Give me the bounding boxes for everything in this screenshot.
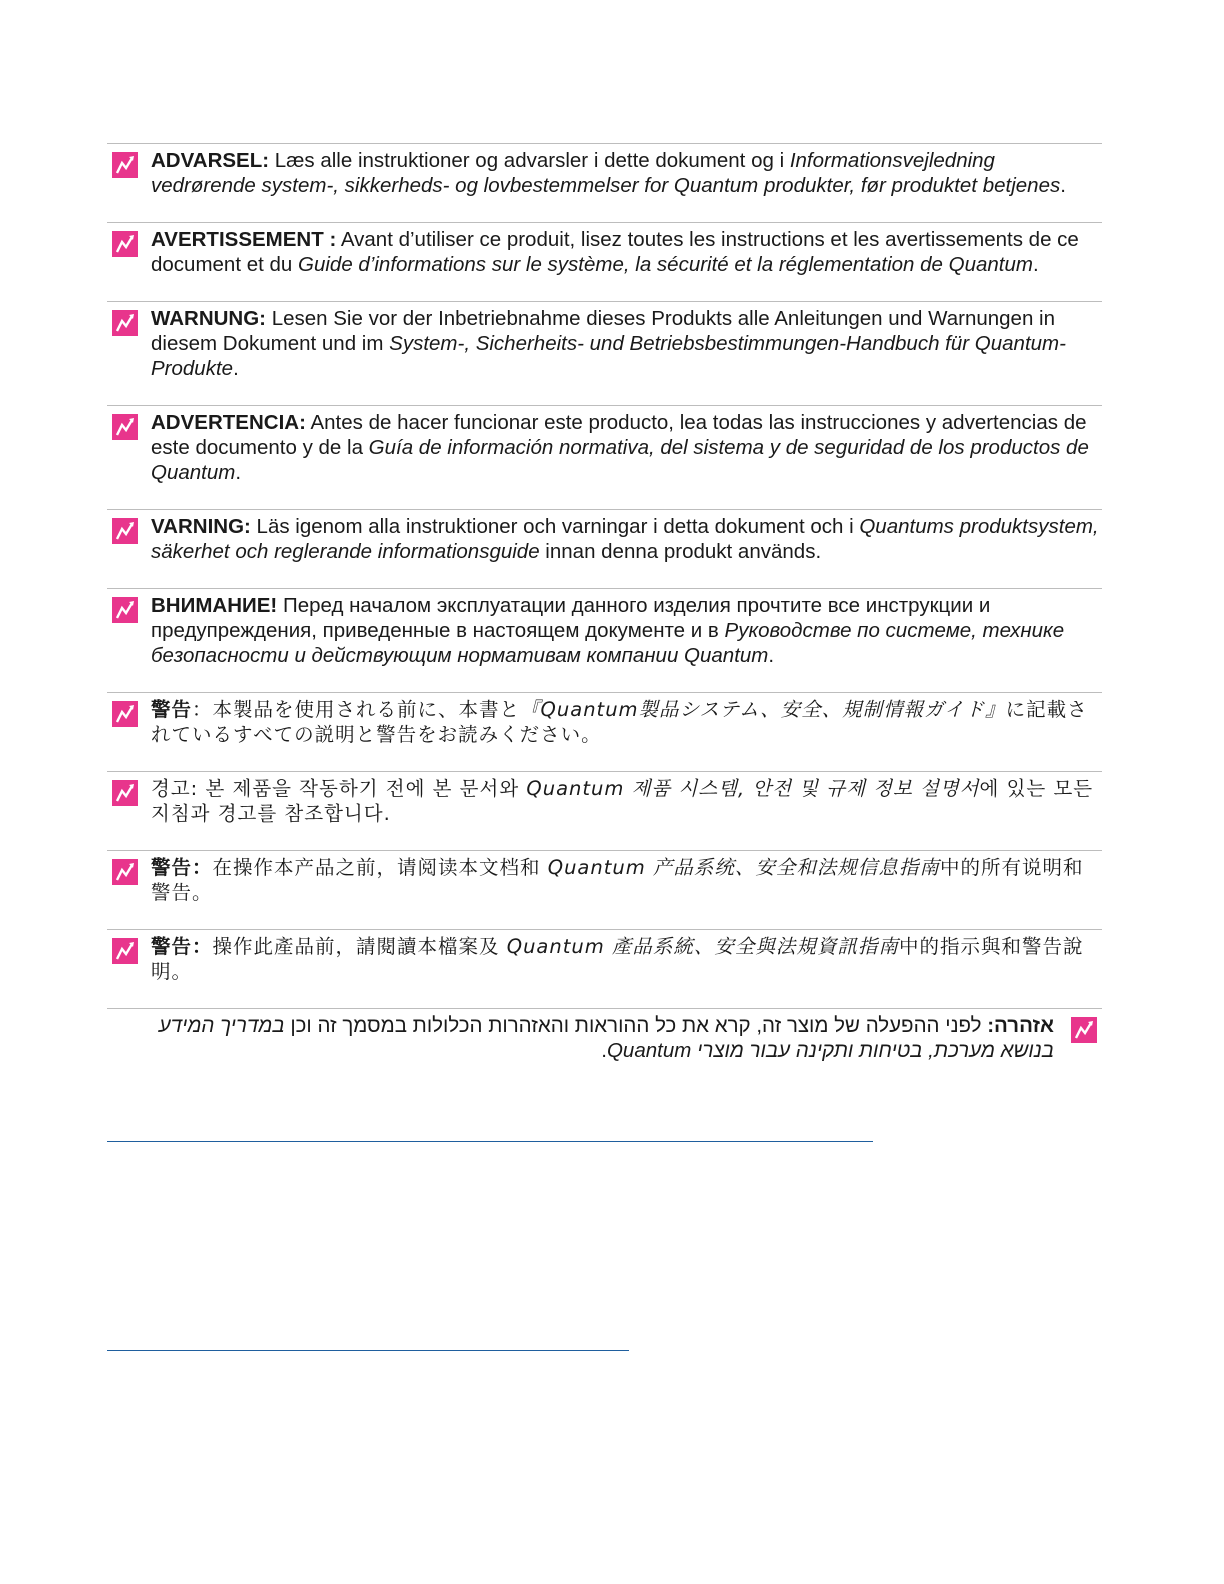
- warning-text: [151, 593, 1102, 668]
- warning-body: Avant d’utiliser ce produit, lisez toutes les instructions et les avertissements de ce document et du: [151, 228, 1079, 276]
- warning-body: Lesen Sie vor der Inbetriebnahme dieses Produkts alle Anleitungen und Warnungen in diesem Dokument und im: [151, 307, 1056, 355]
- warning-body: Перед началом эксплуатации данного изделия прочтите все инструкции и предупреждения, приведенные в настоящем документе и в: [151, 594, 991, 642]
- guide-title: Guía de información normativa, del sistema y de seguridad de los productos de Quantum: [151, 436, 1089, 484]
- warning-end: .: [235, 461, 242, 484]
- guide-title: Quantum 产品系统、安全和法规信息指南: [547, 856, 940, 879]
- electrical-warning-icon: [1071, 1017, 1097, 1043]
- warning-swedish: [107, 509, 1102, 588]
- warning-end: .: [1032, 253, 1039, 276]
- warning-spanish: [107, 405, 1102, 509]
- warning-end: .: [233, 357, 239, 380]
- warning-body: 在操作本产品之前，请阅读本文档和: [212, 856, 548, 879]
- warning-body: לפני ההפעלה של מוצר זה, קרא את כל ההוראות והאזהרות הכלולות במסמך זה וכן: [284, 1014, 988, 1037]
- warning-body: Læs alle instruktioner og advarsler i dette dokument og i: [269, 149, 790, 172]
- safety-warnings-list: [107, 143, 1102, 1087]
- warning-hebrew: [107, 1008, 1102, 1087]
- warning-label: AVERTISSEMENT :: [151, 228, 337, 251]
- warning-body: 경고: 본 제품을 작동하기 전에 본 문서와: [151, 777, 527, 800]
- guide-title: Руководстве по системе, технике безопасности и действующим нормативам компании Quantum: [151, 619, 1065, 667]
- warning-label: 警告：: [151, 935, 213, 958]
- electrical-warning-icon: [112, 938, 138, 964]
- warning-french: [107, 222, 1102, 301]
- warning-body: Läs igenom alla instruktioner och varningar i detta dokument och i: [250, 515, 860, 538]
- warning-text: [151, 306, 1102, 381]
- electrical-warning-icon: [112, 518, 138, 544]
- warning-end: .: [1060, 174, 1066, 197]
- warning-text: [151, 776, 1102, 826]
- warning-body: Antes de hacer funcionar este producto, lea todas las instrucciones y advertencias de este documento y de la: [151, 411, 1087, 459]
- warning-end: に記載されているすべての説明と警告をお読みください。: [151, 698, 1088, 746]
- electrical-warning-icon: [112, 859, 138, 885]
- electrical-warning-icon: [112, 414, 138, 440]
- guide-title: במדריך המידע בנושא מערכת, בטיחות ותקינה עבור מוצרי Quantum: [158, 1014, 1054, 1062]
- electrical-warning-icon: [112, 701, 138, 727]
- guide-title: Informationsvejledning vedrørende system-, sikkerheds- og lovbestemmelser for Quantum produkter, før produktet betjenes: [151, 149, 1061, 197]
- warning-label: 警告: [151, 698, 193, 721]
- warning-text: [151, 514, 1102, 564]
- warning-label: ADVERTENCIA:: [151, 411, 306, 434]
- warning-label: ВНИМАНИЕ!: [151, 594, 278, 617]
- warning-text: [151, 410, 1102, 485]
- warning-japanese: [107, 692, 1102, 771]
- warning-label: ADVARSEL:: [151, 149, 270, 172]
- electrical-warning-icon: [112, 152, 138, 178]
- electrical-warning-icon: [112, 310, 138, 336]
- guide-title: 『Quantum製品システム、安全、規制情報ガイド』: [520, 698, 1006, 721]
- guide-title: Guide d’informations sur le système, la sécurité et la réglementation de Quantum: [298, 253, 1033, 276]
- warning-end: 中的所有说明和警告。: [151, 856, 1084, 904]
- warning-text: [151, 697, 1102, 747]
- warning-label: אזהרה:: [987, 1014, 1054, 1037]
- warning-end: 에 있는 모든 지침과 경고를 참조합니다.: [151, 777, 1094, 825]
- warning-chinese-simplified: [107, 850, 1102, 929]
- warning-russian: [107, 588, 1102, 692]
- warning-label: VARNING:: [151, 515, 251, 538]
- warning-korean: [107, 771, 1102, 850]
- warning-text: [151, 934, 1102, 984]
- guide-title: Quantum 產品系統、安全與法規資訊指南: [506, 935, 899, 958]
- warning-end: .: [601, 1039, 607, 1062]
- warning-text: [151, 227, 1102, 277]
- guide-title: Quantums produktsystem, säkerhet och reglerande informationsguide: [151, 515, 1099, 563]
- electrical-warning-icon: [112, 231, 138, 257]
- warning-body: 操作此產品前，請閱讀本檔案及: [212, 935, 507, 958]
- section-divider: [107, 1350, 629, 1351]
- warning-text: [151, 855, 1102, 905]
- guide-title: System-, Sicherheits- und Betriebsbestimmungen-Handbuch für Quantum-Produkte: [151, 332, 1066, 380]
- warning-label: WARNUNG:: [151, 307, 267, 330]
- warning-text: [151, 148, 1102, 198]
- guide-title: Quantum 제품 시스템, 안전 및 규제 정보 설명서: [526, 777, 980, 800]
- warning-label: 警告：: [151, 856, 213, 879]
- warning-german: [107, 301, 1102, 405]
- warning-text: [107, 1013, 1054, 1063]
- electrical-warning-icon: [112, 780, 138, 806]
- warning-end: .: [768, 644, 775, 667]
- warning-body: ：本製品を使用される前に、本書と: [192, 698, 521, 721]
- warning-danish: [107, 143, 1102, 222]
- electrical-warning-icon: [112, 597, 138, 623]
- warning-end: 中的指示與和警告說明。: [151, 935, 1084, 983]
- warning-chinese-traditional: [107, 929, 1102, 1008]
- warning-end: innan denna produkt används.: [539, 540, 822, 563]
- section-divider: [107, 1141, 873, 1142]
